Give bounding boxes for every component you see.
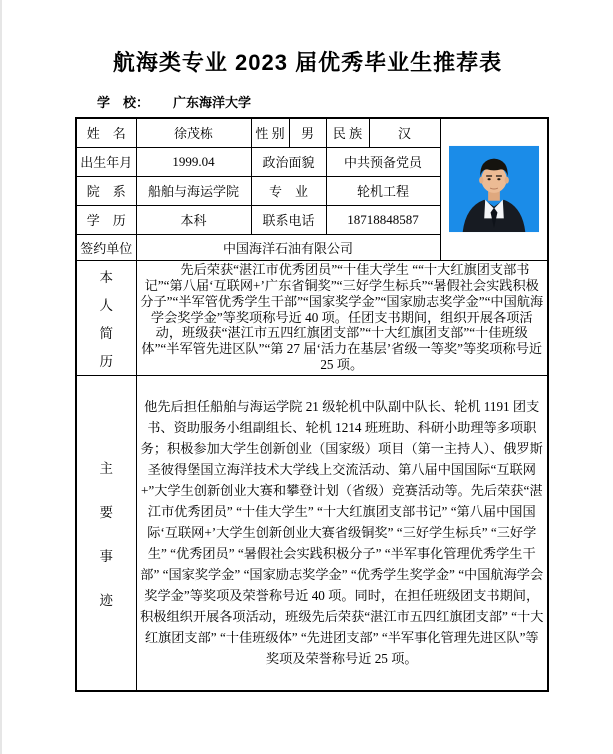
deeds-label-char: 要 [99, 504, 113, 520]
phone-label: 联系电话 [251, 205, 326, 234]
photo-cell [440, 118, 548, 260]
resume-text-cell [136, 260, 548, 375]
deeds-text-cell [136, 375, 548, 691]
employer-value: 中国海洋石油有限公司 [136, 234, 440, 260]
resume-label-char: 人 [99, 297, 113, 313]
gender-value: 男 [289, 118, 326, 147]
deeds-section-row [76, 375, 548, 691]
resume-label-char: 本 [99, 269, 113, 285]
ethnicity-label: 民 族 [326, 118, 369, 147]
table-row [76, 118, 548, 147]
deeds-section-label [76, 375, 136, 691]
school-line [97, 92, 251, 111]
recommendation-form-table [75, 117, 549, 692]
birth-label: 出生年月 [76, 147, 136, 176]
major-value: 轮机工程 [326, 176, 440, 205]
education-value: 本科 [136, 205, 251, 234]
resume-section-label [76, 260, 136, 375]
ethnicity-value: 汉 [369, 118, 440, 147]
resume-paragraph: 先后荣获“湛江市优秀团员”“十佳大学生 ““十大红旗团支部书记”“第八届‘互联网+’广东省铜奖”“三好学生标兵”“暑假社会实践积极分子”“半军管优秀学生干部”“国家奖学金”“国家励志奖学金”“中国航海学会奖学金”等奖项称号近 40 项。任团支书期间，组织开展各项活动，班级获“湛江市五四红旗团支部”“十大红旗团支部”“十佳班级体”“半军管先进区队”“第 27 届‘活力在基层’省级一等奖”等奖项称号近 25 项。 [140, 262, 544, 372]
page-title: 航海类专业 2023 届优秀毕业生推荐表 [112, 50, 503, 75]
deeds-paragraph: 他先后担任船舶与海运学院 21 级轮机中队副中队长、轮机 1191 团支书、资助服务小组副组长、轮机 1214 班班助、科研小助理等多项职务；积极参加大学生创新创业（国家级）项目（第一主持人）、俄罗斯圣彼得堡国立海洋技术大学线上交流活动、第八届中国国际“互联网+”大学生创新创业大赛和攀登计划（省级）竞赛活动等。先后荣获“湛江市优秀团员” “十佳大学生” “十大红旗团支部书记” “第八届中国国际‘互联网+’大学生创新创业大赛省级铜奖” “三好学生标兵” “三好学生” “优秀团员” “暑假社会实践积极分子” “半军事化管理优秀学生干部” “国家奖学金” “国家励志奖学金” “优秀学生奖学金” “中国航海学会奖学金”等奖项及荣誉称号近 40 项。同时，在担任班级团支书期间，积极组织开展各项活动，班级先后荣获“湛江市五四红旗团支部” “十大红旗团支部” “十佳班级体” “先进团支部” “半军事化管理先进区队”等奖项及荣誉称号近 25 项。 [140, 399, 544, 667]
resume-label-char: 简 [99, 325, 113, 341]
education-label: 学 历 [76, 205, 136, 234]
employer-label: 签约单位 [76, 234, 136, 260]
department-value: 船舶与海运学院 [136, 176, 251, 205]
deeds-label-char: 主 [99, 460, 113, 476]
deeds-label-char: 迹 [99, 592, 113, 608]
resume-label-char: 历 [99, 353, 113, 369]
department-label: 院 系 [76, 176, 136, 205]
name-value: 徐茂栋 [136, 118, 251, 147]
name-label: 姓 名 [76, 118, 136, 147]
deeds-label-char: 事 [99, 548, 113, 564]
political-label: 政治面貌 [251, 147, 326, 176]
phone-value: 18718848587 [326, 205, 440, 234]
id-photo [449, 145, 539, 233]
birth-value: 1999.04 [136, 147, 251, 176]
gender-label: 性 别 [251, 118, 289, 147]
political-value: 中共预备党员 [326, 147, 440, 176]
school-label: 学 校： [97, 95, 150, 110]
school-value: 广东海洋大学 [173, 95, 252, 110]
major-label: 专 业 [251, 176, 326, 205]
resume-section-row [76, 260, 548, 375]
